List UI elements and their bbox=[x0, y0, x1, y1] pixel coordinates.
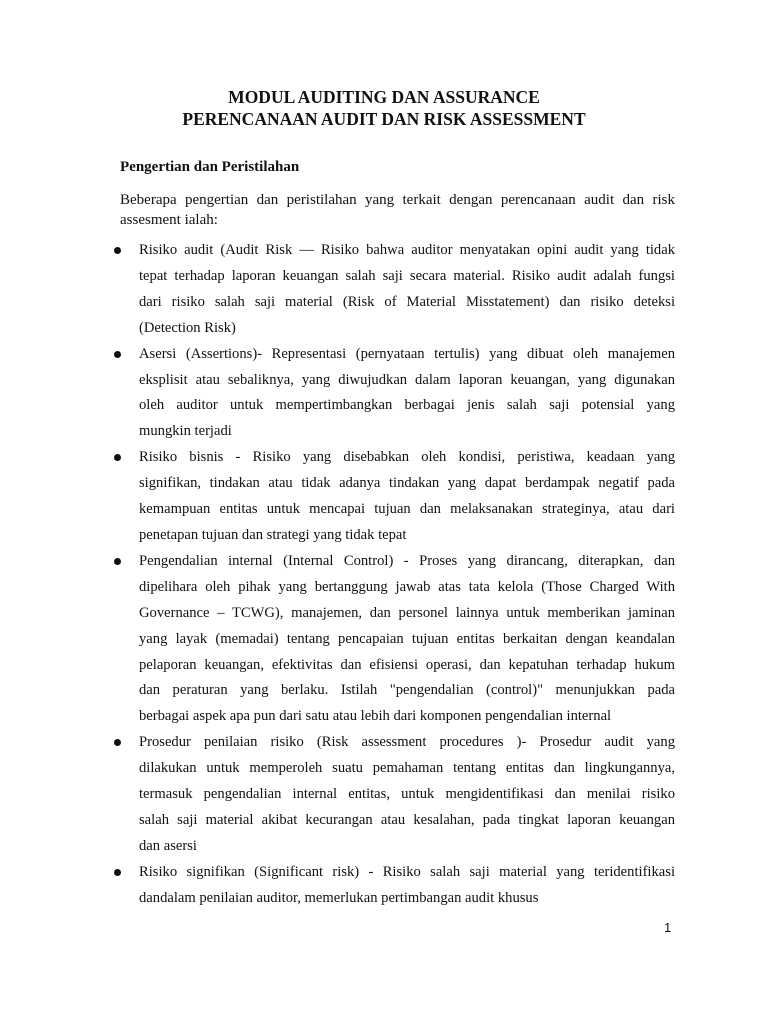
definition-line: Prosedur penilaian risiko (Risk assessment procedures )- Prosedur audit yang bbox=[139, 734, 675, 751]
document-title bbox=[0, 86, 768, 130]
definition-line: dan peraturan yang berlaku. Istilah "pengendalian (control)" menunjukkan pada bbox=[139, 682, 675, 699]
bullet-icon bbox=[114, 869, 121, 876]
definition-line: Governance – TCWG), manajemen, dan personel lainnya untuk memberikan jaminan bbox=[139, 604, 675, 621]
definition-line: Asersi (Assertions)- Representasi (pernyataan tertulis) yang dibuat oleh manajemen bbox=[139, 345, 675, 362]
definition-line: dipelihara oleh pihak yang bertanggung jawab atas tata kelola (Those Charged With bbox=[139, 578, 675, 595]
definition-line: dilakukan untuk memperoleh suatu pemahaman tentang entitas dan lingkungannya, bbox=[139, 760, 675, 777]
definition-line: salah saji material akibat kecurangan atau kesalahan, pada tingkat laporan keuangan bbox=[139, 811, 675, 828]
definition-line: dari risiko salah saji material (Risk of Material Misstatement) dan risiko deteksi bbox=[139, 293, 675, 310]
definition-item bbox=[0, 730, 675, 860]
definition-line: Risiko bisnis - Risiko yang disebabkan oleh kondisi, peristiwa, keadaan yang bbox=[139, 449, 675, 466]
definition-line: dandalam penilaian auditor, memerlukan pertimbangan audit khusus bbox=[139, 889, 539, 906]
definition-line: oleh auditor untuk mempertimbangkan berbagai jenis salah saji potensial yang bbox=[139, 397, 675, 414]
definition-line: pelaporan keuangan, efektivitas dan efisiensi operasi, dan kepatuhan terhadap hukum bbox=[139, 656, 675, 673]
definition-item bbox=[0, 445, 675, 549]
definition-line: dan asersi bbox=[139, 837, 197, 854]
bullet-icon bbox=[114, 247, 121, 254]
definition-line: Risiko audit (Audit Risk — Risiko bahwa auditor menyatakan opini audit yang tidak bbox=[139, 242, 675, 258]
definition-line: kemampuan entitas untuk mencapai tujuan dan melaksanakan strateginya, atau dari bbox=[139, 501, 675, 518]
title-line-1: MODUL AUDITING DAN ASSURANCE bbox=[228, 87, 540, 107]
definition-line: mungkin terjadi bbox=[139, 423, 232, 440]
definition-line: (Detection Risk) bbox=[139, 319, 236, 336]
bullet-icon bbox=[114, 351, 121, 358]
definition-list bbox=[0, 238, 768, 912]
bullet-icon bbox=[114, 454, 121, 461]
definition-line: termasuk pengendalian internal entitas, untuk mengidentifikasi dan menilai risiko bbox=[139, 786, 675, 803]
definition-line: yang layak (memadai) tentang pencapaian tujuan entitas berkaitan dengan keandalan bbox=[139, 630, 675, 647]
definition-line: Pengendalian internal (Internal Control) - Proses yang dirancang, diterapkan, dan bbox=[139, 552, 675, 569]
definition-item bbox=[0, 238, 675, 342]
definition-line: tepat terhadap laporan keuangan salah saji secara material. Risiko audit adalah fungsi bbox=[139, 267, 675, 284]
definition-item bbox=[0, 549, 675, 730]
definition-line: Risiko signifikan (Significant risk) - Risiko salah saji material yang teridentifikasi bbox=[139, 863, 675, 880]
definition-item bbox=[0, 342, 675, 446]
title-line-2: PERENCANAAN AUDIT DAN RISK ASSESSMENT bbox=[182, 109, 586, 129]
bullet-icon bbox=[114, 739, 121, 746]
intro-paragraph: Beberapa pengertian dan peristilahan yang terkait dengan perencanaan audit dan risk assesment ialah: bbox=[120, 192, 675, 228]
definition-line: berbagai aspek apa pun dari satu atau lebih dari komponen pengendalian internal bbox=[139, 708, 612, 725]
definition-item bbox=[0, 860, 675, 912]
definition-line: penetapan tujuan dan strategi yang tidak tepat bbox=[139, 526, 407, 543]
section-heading: Pengertian dan Peristilahan bbox=[120, 159, 300, 175]
bullet-icon bbox=[114, 558, 121, 565]
definition-line: eksplisit atau sebaliknya, yang diwujudkan dalam laporan keuangan, yang digunakan bbox=[139, 371, 675, 388]
page-number: 1 bbox=[664, 920, 672, 935]
definition-line: signifikan, tindakan atau tidak adanya tindakan yang dapat berdampak negatif pada bbox=[139, 475, 675, 492]
